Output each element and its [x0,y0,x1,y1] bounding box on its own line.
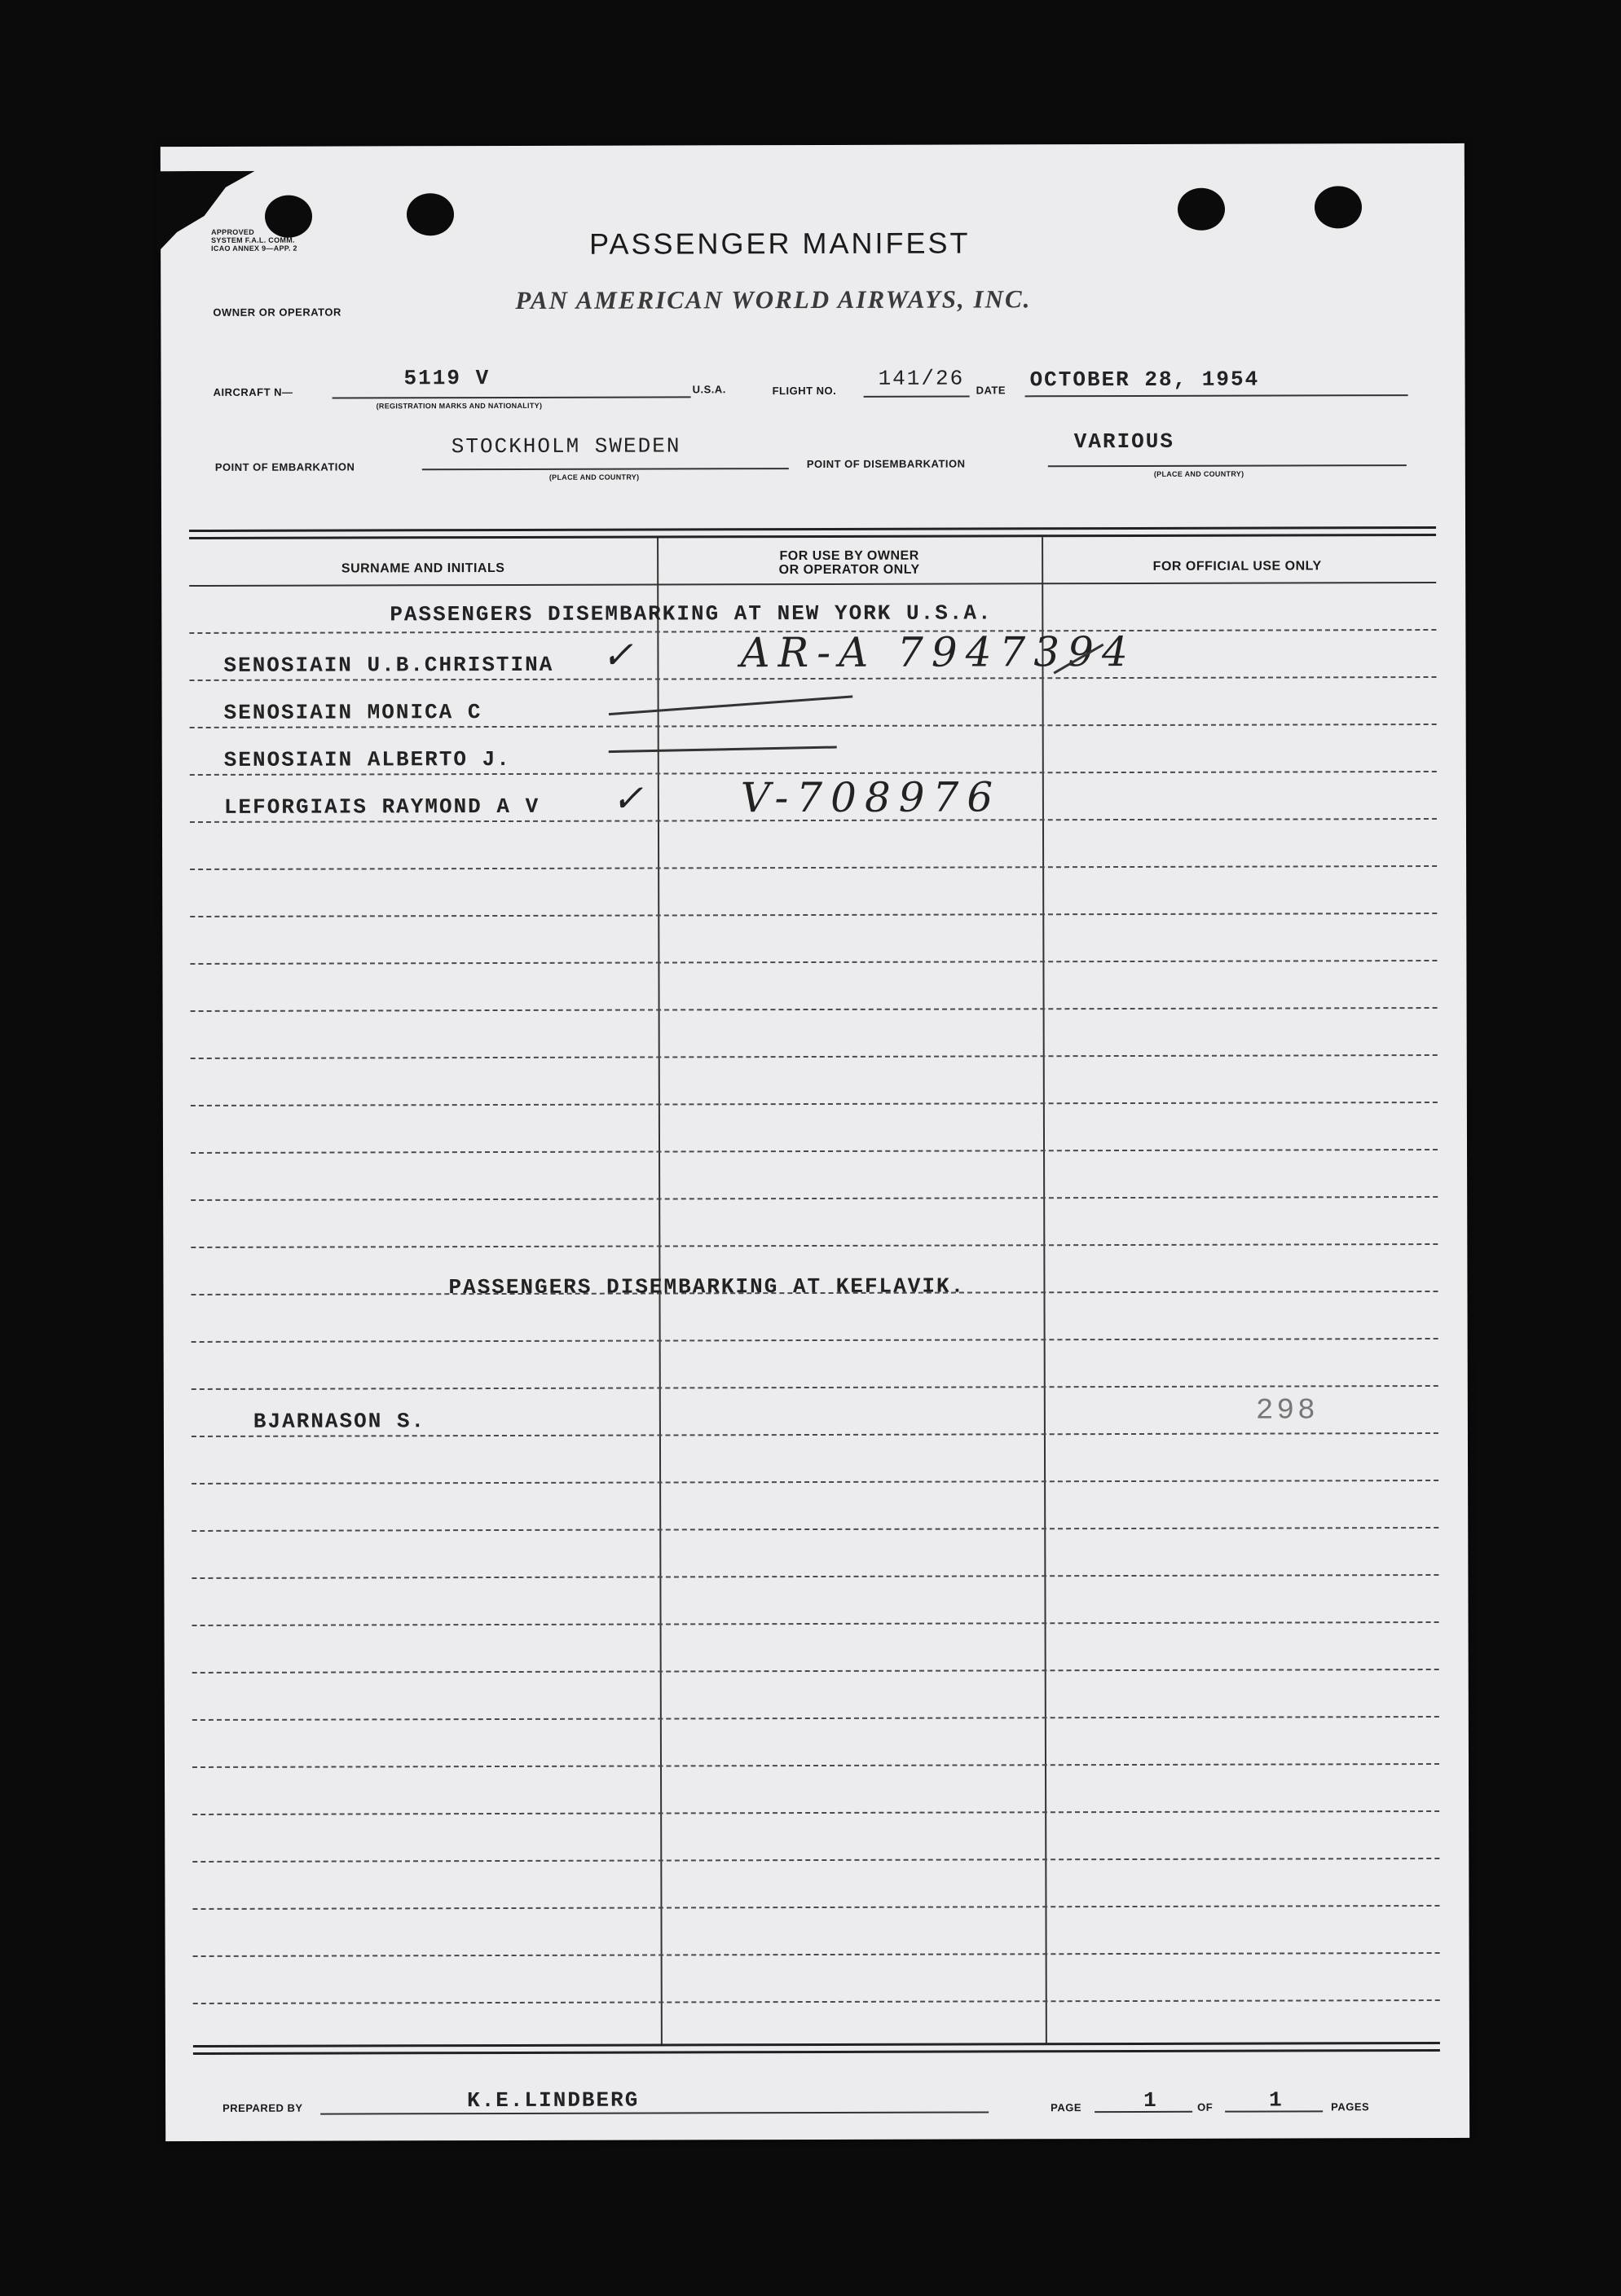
date-label: DATE [976,384,1007,397]
section-heading: PASSENGERS DISEMBARKING AT KEFLAVIK. [448,1273,966,1300]
date-value: OCTOBER 28, 1954 [1029,367,1260,393]
column-header-official: FOR OFFICIAL USE ONLY [1152,559,1322,574]
disembarkation-label: POINT OF DISEMBARKATION [806,457,966,471]
disembarkation-caption: (PLACE AND COUNTRY) [1153,469,1244,478]
prepared-by-value: K.E.LINDBERG [467,2087,640,2113]
form-title: PASSENGER MANIFEST [589,226,971,261]
pages-label: PAGES [1331,2100,1370,2113]
embarkation-caption: (PLACE AND COUNTRY) [548,473,640,482]
prepared-by-label: PREPARED BY [222,2101,303,2114]
passenger-name: SENOSIAIN MONICA C [223,700,482,725]
punch-hole [1315,186,1362,228]
passenger-name: BJARNASON S. [253,1409,426,1434]
punch-hole [407,193,454,235]
owner-value: PAN AMERICAN WORLD AIRWAYS, INC. [515,284,1032,314]
table-top-rule [189,526,1436,539]
aircraft-label: AIRCRAFT N— [213,385,293,398]
of-label: OF [1197,2100,1214,2113]
approval-line: ICAO ANNEX 9—APP. 2 [211,244,297,253]
registration-caption: (REGISTRATION MARKS AND NATIONALITY) [376,401,543,411]
approval-block [211,228,297,253]
flight-value: 141/26 [878,366,965,391]
check-mark: ✓ [601,632,634,677]
column-divider [1042,537,1047,2044]
official-number: 298 [1255,1393,1319,1427]
manifest-sheet [161,143,1469,2141]
aircraft-value: 5119 V [403,366,491,391]
embarkation-value: STOCKHOLM SWEDEN [451,433,681,460]
punch-hole [1178,188,1225,231]
approval-line: APPROVED [211,227,255,236]
ditto-stroke [609,695,852,715]
passenger-name: LEFORGIAIS RAYMOND A V [223,794,540,820]
page-label: PAGE [1051,2101,1082,2114]
page-number: 1 [1143,2087,1158,2113]
section-heading: PASSENGERS DISEMBARKING AT NEW YORK U.S.A. [390,600,993,627]
approval-line: SYSTEM F.A.L. COMM. [211,235,295,244]
owner-label: OWNER OR OPERATOR [213,306,341,319]
disembarkation-value: VARIOUS [1073,429,1175,455]
flight-label: FLIGHT NO. [772,384,837,398]
column-header-owner: FOR USE BY OWNER OR OPERATOR ONLY [778,548,920,578]
embarkation-label: POINT OF EMBARKATION [214,460,355,473]
passenger-annotation: V-708976 [740,773,1002,822]
passenger-annotation: AR-A 7947394 [740,627,1136,677]
passenger-name: SENOSIAIN ALBERTO J. [223,746,511,772]
ditto-stroke [609,746,837,753]
passenger-name: SENOSIAIN U.B.CHRISTINA [223,652,554,678]
table-bottom-rule [193,2042,1440,2055]
column-header-surname: SURNAME AND INITIALS [341,561,505,576]
check-mark: ✓ [611,776,644,820]
usa-label: U.S.A. [692,383,726,396]
total-pages: 1 [1269,2087,1284,2113]
